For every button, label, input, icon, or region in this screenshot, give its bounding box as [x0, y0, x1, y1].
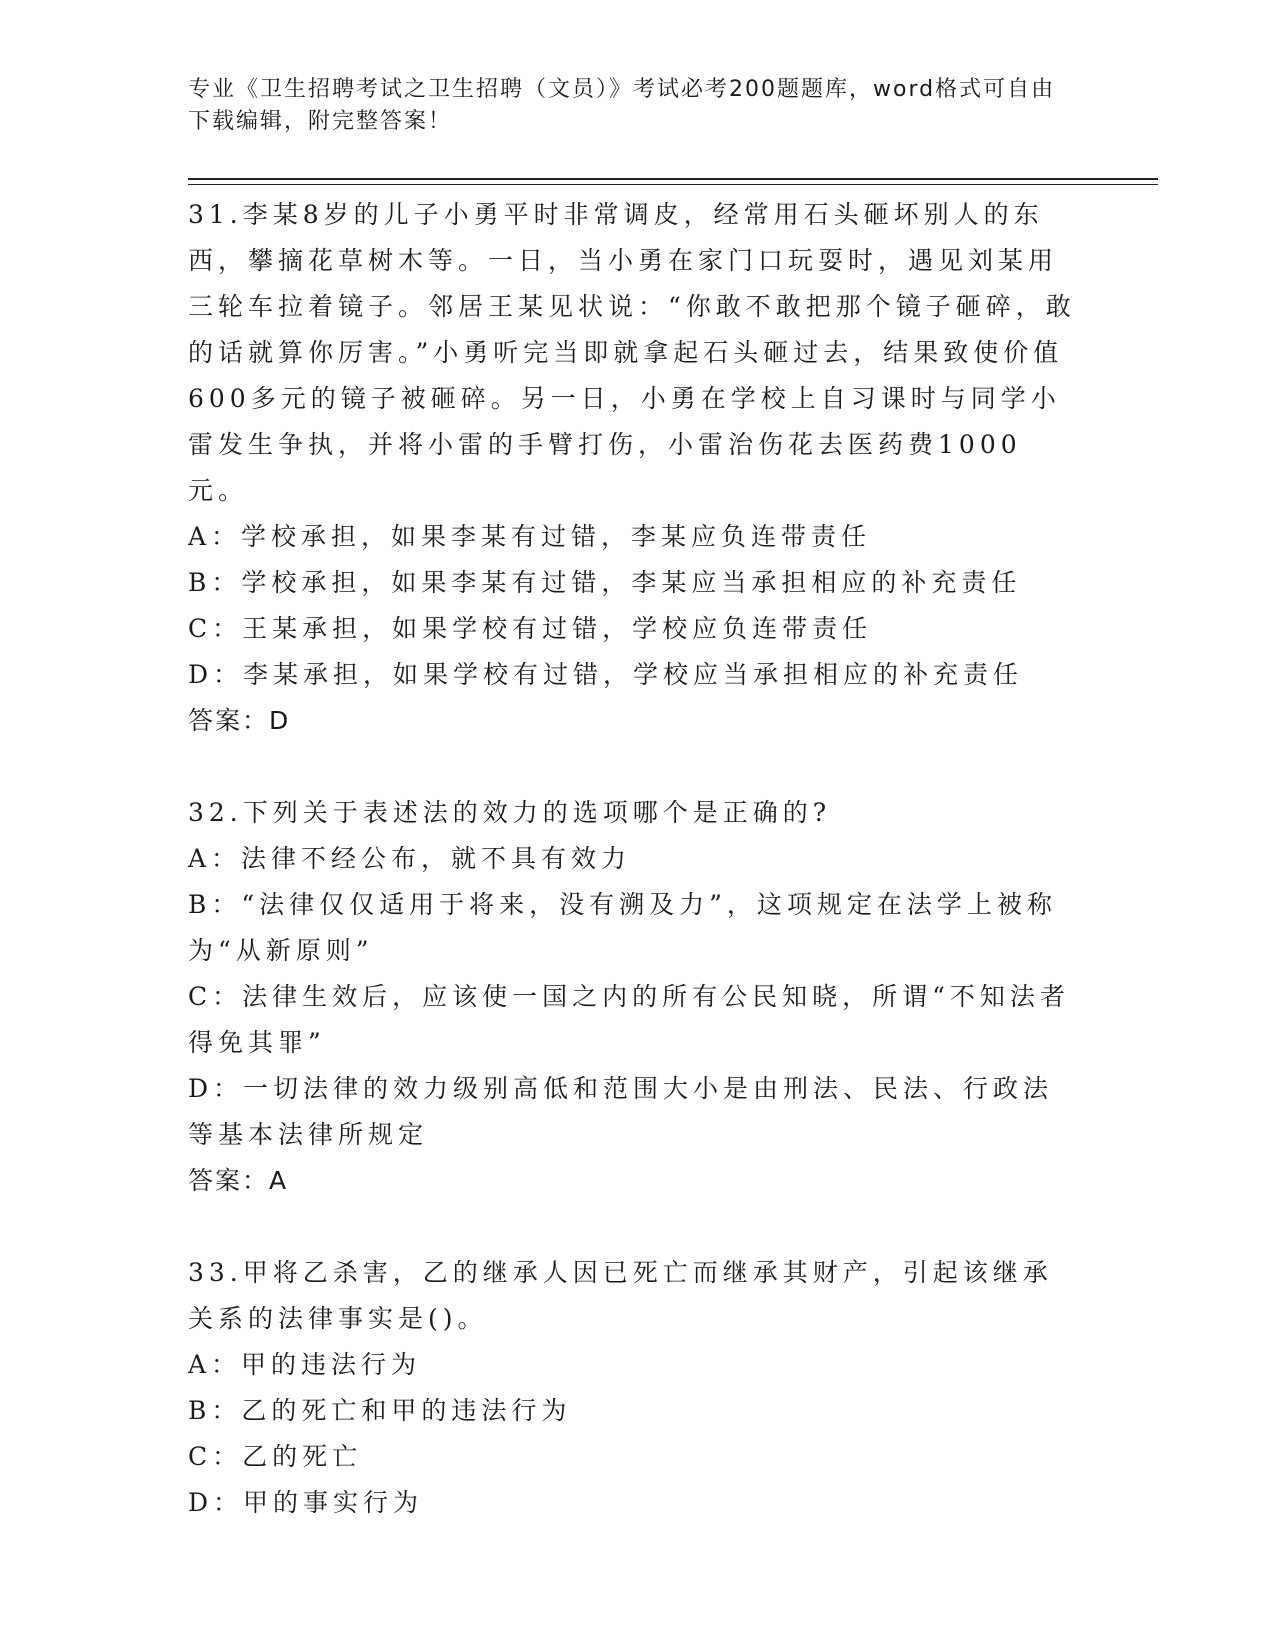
option-d: D：一切法律的效力级别高低和范围大小是由刑法、民法、行政法等基本法律所规定: [188, 1074, 1054, 1149]
option-c: C：王某承担，如果学校有过错，学校应负连带责任: [188, 614, 873, 643]
option-c: C：乙的死亡: [188, 1442, 363, 1471]
question-33: [188, 1250, 1078, 1526]
option-c: C：法律生效后，应该使一国之内的所有公民知晓，所谓“不知法者得免其罪”: [188, 982, 1070, 1057]
header-rule-thick: [188, 178, 1158, 180]
question-stem: 32.下列关于表述法的效力的选项哪个是正确的?: [188, 798, 832, 827]
answer: 答案：D: [188, 706, 291, 735]
option-a: A：法律不经公布，就不具有效力: [188, 844, 632, 873]
document-header: [188, 74, 1068, 138]
question-stem: 31.李某8岁的儿子小勇平时非常调皮，经常用石头砸坏别人的东西，攀摘花草树木等。一日，当小勇在家门口玩耍时，遇见刘某用三轮车拉着镜子。邻居王某见状说：“你敢不敢把那个镜子砸碎，敢的话就算你厉害。”小勇听完当即就拿起石头砸过去，结果致使价值600多元的镜子被砸碎。另一日，小勇在学校上自习课时与同学小雷发生争执，并将小雷的手臂打伤，小雷治伤花去医药费1000元。: [188, 200, 1076, 505]
option-d: D：李某承担，如果学校有过错，学校应当承担相应的补充责任: [188, 660, 1024, 689]
question-31: [188, 192, 1078, 744]
spacer: [188, 744, 1078, 790]
spacer: [188, 1204, 1078, 1250]
question-stem: 33.甲将乙杀害，乙的继承人因已死亡而继承其财产，引起该继承关系的法律事实是()。: [188, 1258, 1053, 1333]
header-rule-thin: [188, 184, 1158, 185]
question-list: [188, 192, 1078, 1526]
question-32: [188, 790, 1078, 1204]
option-a: A：学校承担，如果李某有过错，李某应负连带责任: [188, 522, 872, 551]
option-b: B：乙的死亡和甲的违法行为: [188, 1396, 572, 1425]
option-b: B：“法律仅仅适用于将来，没有溯及力”，这项规定在法学上被称为“从新原则”: [188, 890, 1057, 965]
header-text: 专业《卫生招聘考试之卫生招聘（文员）》考试必考200题题库，word格式可自由下载编辑，附完整答案！: [188, 77, 1056, 134]
option-d: D：甲的事实行为: [188, 1488, 424, 1517]
option-a: A：甲的违法行为: [188, 1350, 422, 1379]
option-b: B：学校承担，如果李某有过错，李某应当承担相应的补充责任: [188, 568, 1022, 597]
answer: 答案：A: [188, 1166, 289, 1195]
